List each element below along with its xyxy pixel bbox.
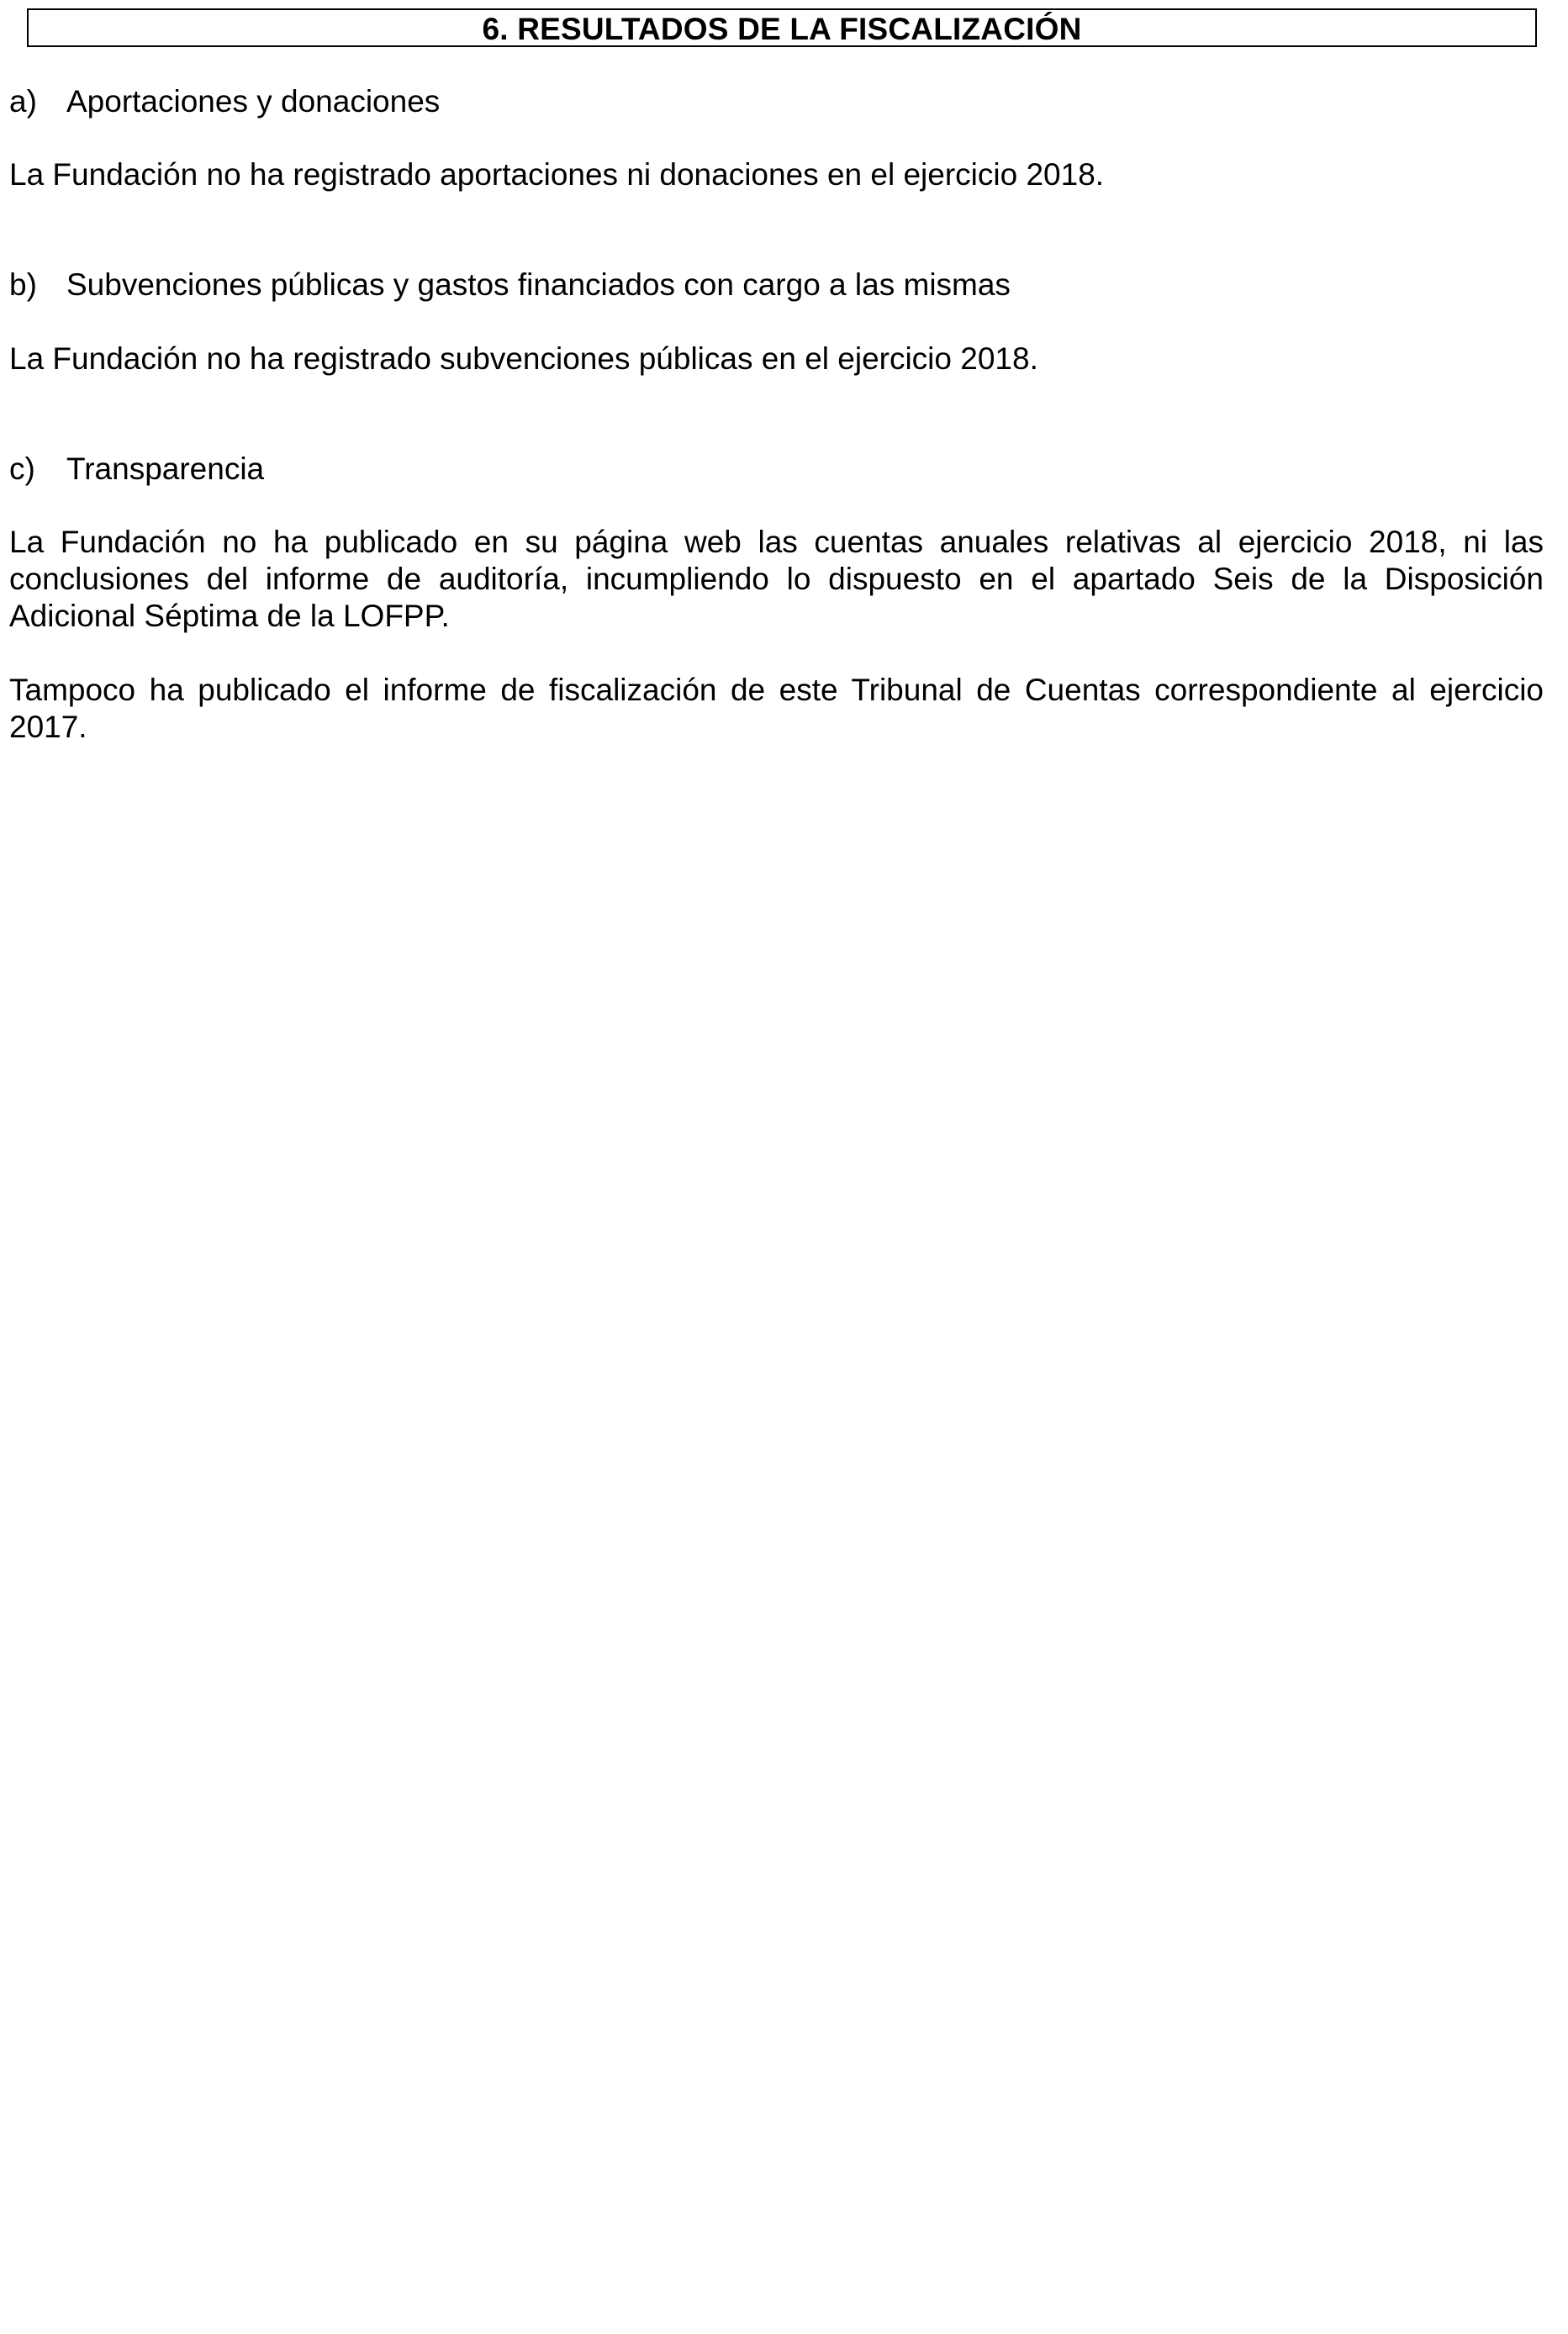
section-title: 6. RESULTADOS DE LA FISCALIZACIÓN: [482, 12, 1082, 46]
paragraph: La Fundación no ha registrado subvenciones públicas en el ejercicio 2018.: [9, 341, 1038, 376]
paragraph: La Fundación no ha publicado en su página web las cuentas anuales relativas al ejercicio 2018, ni las conclusiones del informe de auditoría, incumpliendo lo dispuesto en el apartado Seis de la Disposición Adicional Séptima de la LOFPP.: [9, 525, 1544, 633]
subsection-letter: c): [9, 451, 35, 486]
subsection-letter: b): [9, 267, 37, 302]
section-title-box: [27, 8, 1537, 47]
subsection-letter: a): [9, 84, 37, 119]
subsection-heading-a: [9, 83, 440, 120]
subsection-heading-c: [9, 451, 264, 488]
paragraph: Tampoco ha publicado el informe de fiscalización de este Tribunal de Cuentas correspondiente al ejercicio 2017.: [9, 673, 1544, 744]
subsection-title: Aportaciones y donaciones: [66, 84, 441, 119]
subsection-title: Transparencia: [66, 451, 265, 486]
subsection-heading-b: [9, 267, 1011, 304]
paragraph: La Fundación no ha registrado aportaciones ni donaciones en el ejercicio 2018.: [9, 157, 1105, 192]
subsection-title: Subvenciones públicas y gastos financiados con cargo a las mismas: [66, 267, 1011, 302]
